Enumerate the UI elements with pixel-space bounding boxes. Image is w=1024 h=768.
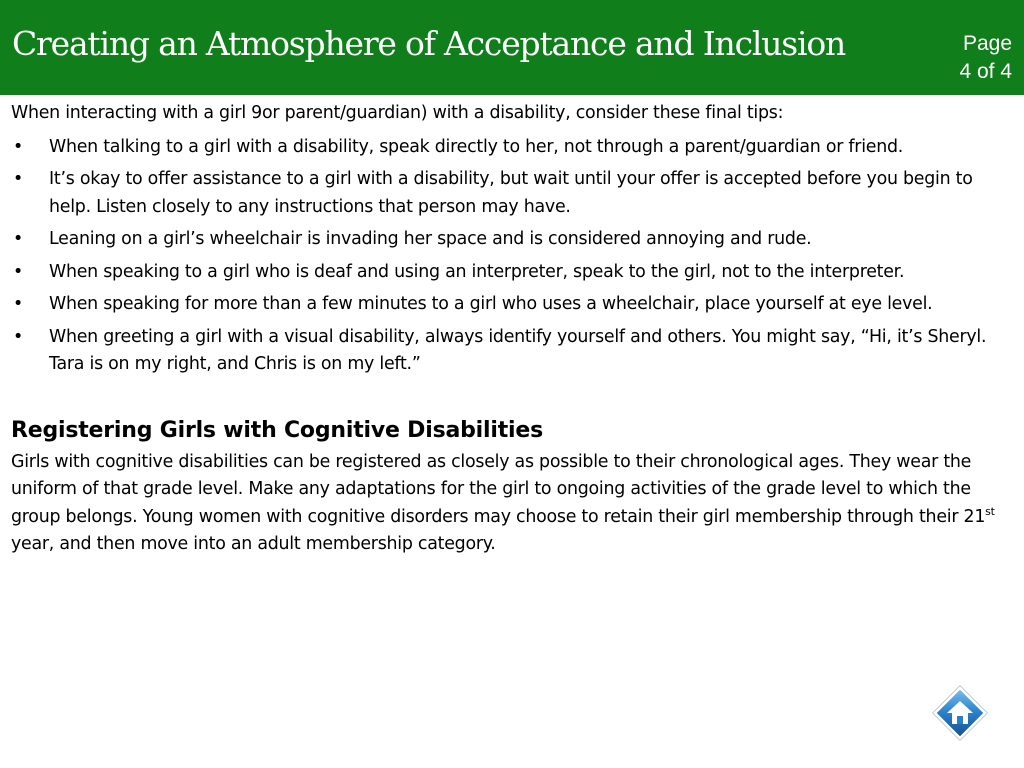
list-item: [11, 134, 1011, 162]
bullet: •: [13, 169, 24, 189]
section-body-text: Girls with cognitive disabilities can be registered as closely as possible to their chronological ages. They wear the uniform of that grade level. Make any adaptations for the girl to ongoing activities of the grade level to which the group belongs. Young women with cognitive disorders may choose to retain their girl membership through their 21: [11, 451, 986, 527]
list-item: [11, 259, 1011, 287]
tip-text: When greeting a girl with a visual disability, always identify yourself and others. You might say, “Hi, it’s Sheryl. Tara is on my right, and Chris is on my left.”: [49, 326, 987, 374]
section-heading: Registering Girls with Cognitive Disabilities: [11, 417, 543, 443]
title-bar: [0, 0, 1024, 95]
intro-text: When interacting with a girl 9or parent/guardian) with a disability, consider these final tips:: [11, 103, 784, 123]
tip-text: Leaning on a girl’s wheelchair is invading her space and is considered annoying and rude.: [49, 229, 812, 249]
slide-title: Creating an Atmosphere of Acceptance and Inclusion: [12, 24, 846, 63]
bullet: •: [13, 136, 24, 157]
page-count: 4 of 4: [959, 60, 1012, 83]
tip-text: When speaking to a girl who is deaf and using an interpreter, speak to the girl, not to the interpreter.: [49, 261, 905, 282]
tip-text: It’s okay to offer assistance to a girl with a disability, but wait until your offer is accepted before you begin to help. Listen closely to any instructions that person may have.: [49, 169, 973, 217]
list-item: [11, 291, 1011, 319]
bullet: •: [13, 261, 24, 282]
home-button[interactable]: [930, 683, 990, 743]
bullet: •: [13, 294, 24, 314]
home-icon: [930, 683, 990, 743]
slide-content: [11, 100, 1011, 559]
bullet: •: [13, 326, 24, 347]
list-item: [11, 166, 1011, 221]
page-label: Page: [962, 32, 1012, 55]
ordinal-suffix: st: [985, 504, 995, 518]
list-item: [11, 324, 1011, 379]
section-body: [11, 449, 1011, 559]
bullet: •: [13, 229, 24, 249]
tips-list: [11, 134, 1011, 379]
page-indicator: [932, 30, 1012, 86]
list-item: [11, 226, 1011, 254]
section-body-text-end: year, and then move into an adult membership category.: [11, 534, 496, 554]
tip-text: When talking to a girl with a disability, speak directly to her, not through a parent/guardian or friend.: [49, 136, 904, 157]
tip-text: When speaking for more than a few minutes to a girl who uses a wheelchair, place yourself at eye level.: [49, 294, 933, 314]
